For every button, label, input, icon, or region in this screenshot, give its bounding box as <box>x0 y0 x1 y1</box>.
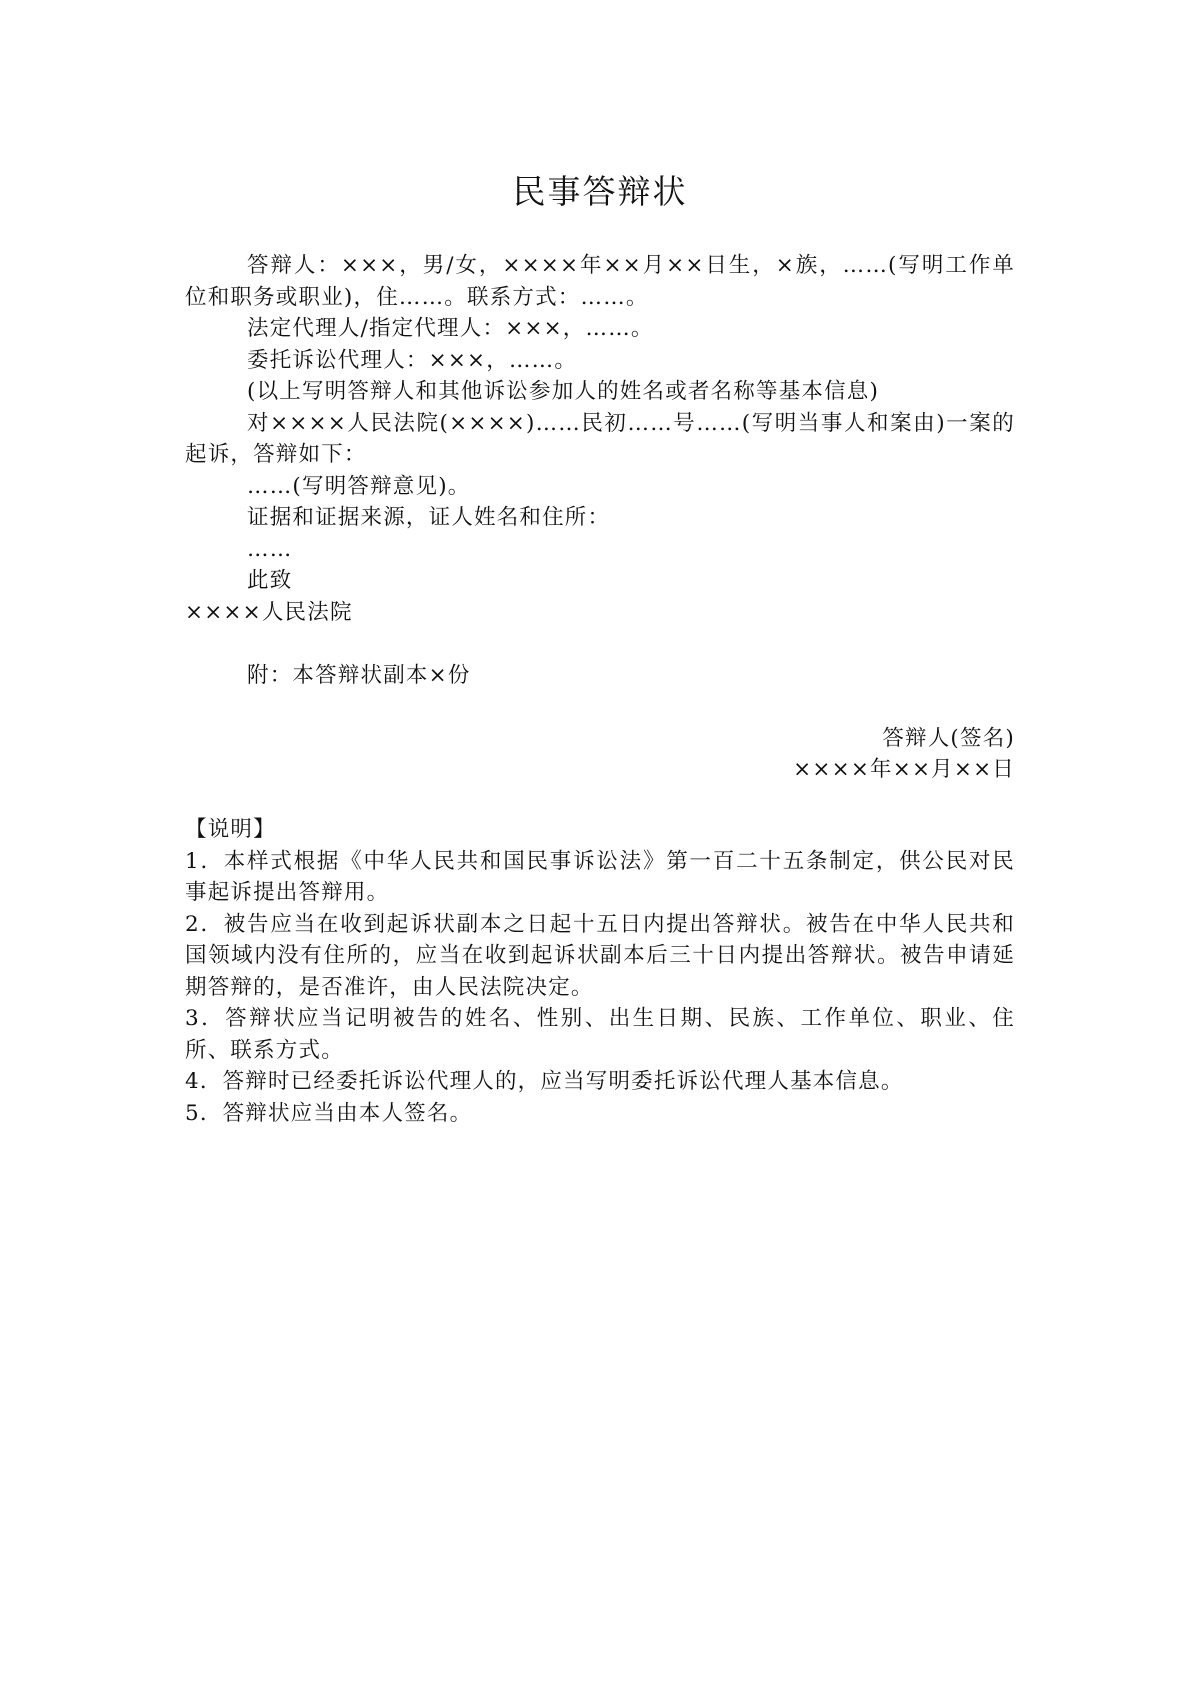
spacer <box>185 691 1015 723</box>
legal-agent-paragraph: 法定代理人/指定代理人：×××，……。 <box>247 316 654 341</box>
response-body-paragraph: ……(写明答辩意见)。 <box>247 473 471 499</box>
entrusted-agent-paragraph: 委托诉讼代理人：×××，……。 <box>247 347 578 373</box>
note-item: 3．答辩状应当记明被告的姓名、性别、出生日期、民族、工作单位、职业、住所、联系方式。 <box>185 1006 1015 1063</box>
evidence-heading-paragraph: 证据和证据来源，证人姓名和住所： <box>247 505 611 530</box>
note-item: 5．答辩状应当由本人签名。 <box>185 1100 473 1126</box>
notes-heading: 【说明】 <box>185 817 276 842</box>
document-title: 民事答辩状 <box>512 172 688 211</box>
evidence-body-paragraph: …… <box>247 536 293 562</box>
note-item: 2．被告应当在收到起诉状副本之日起十五日内提出答辩状。被告在中华人民共和国领域内没有住所的，应当在收到起诉状副本后三十日内提出答辩状。被告申请延期答辩的，是否准许，由人民法院决定。 <box>185 911 1015 1000</box>
note-item: 1．本样式根据《中华人民共和国民事诉讼法》第一百二十五条制定，供公民对民事起诉提出答辩用。 <box>185 848 1015 905</box>
response-intro-paragraph: 对××××人民法院(××××)……民初……号……(写明当事人和案由)一案的起诉，答辩如下： <box>185 410 1015 467</box>
date-line: ××××年××月××日 <box>793 757 1015 782</box>
note-item: 4．答辩时已经委托诉讼代理人的，应当写明委托诉讼代理人基本信息。 <box>185 1069 904 1094</box>
signature-line: 答辩人(签名) <box>882 725 1015 751</box>
respondent-paragraph: 答辩人：×××，男/女，××××年××月××日生，×族，……(写明工作单位和职务或职业)，住……。联系方式：……。 <box>185 253 1015 310</box>
court-paragraph: ××××人民法院 <box>185 599 353 625</box>
attachment-paragraph: 附：本答辩状副本×份 <box>247 662 471 688</box>
spacer <box>185 628 1015 660</box>
document-body <box>185 250 1015 786</box>
salutation-paragraph: 此致 <box>247 568 293 593</box>
party-note-paragraph: (以上写明答辩人和其他诉讼参加人的姓名或者名称等基本信息) <box>247 379 880 404</box>
notes-section <box>185 814 1015 1129</box>
